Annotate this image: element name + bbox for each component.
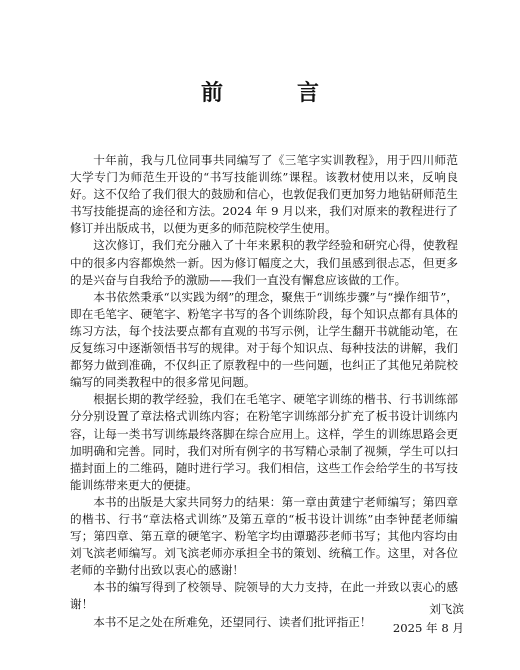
author-name: 刘飞滨 bbox=[429, 602, 464, 616]
page-title: 前 言 bbox=[200, 80, 345, 106]
paragraph: 根据长期的教学经验，我们在毛笔字、硬笔字训练的楷书、行书训练部分分别设置了章法格式训练内容；在粉笔字训练部分扩充了板书设计训练内容，让每一类书写训练最终落脚在综合应用上。这样，学生的训练思路会更加明确和完善。同时，我们对所有例字的书写精心录制了视频，学生可以扫描封面上的二维码，随时进行学习。我们相信，这些工作会给学生的书写技能训练带来更大的便捷。 bbox=[70, 392, 458, 492]
signature-date: 2025 年 8 月 bbox=[392, 621, 464, 635]
paragraph: 本书不足之处在所难免，还望同行、读者们批评指正！ bbox=[93, 614, 372, 629]
paragraph: 十年前，我与几位同事共同编写了《三笔字实训教程》，用于四川师范大学专门为师范生开设的“书写技能训练”课程。该教材使用以来，反响良好。这不仅给了我们很大的鼓励和信心，也敦促我们更加努力地钻研师范生书写技能提高的途径和方法。2024 年 9 月以来，我们对原来的教程进行了修订并出版成书，以便为更多的师范院校学生使用。 bbox=[70, 153, 458, 236]
signature-block bbox=[393, 600, 464, 638]
paragraph: 本书依然秉承“以实践为纲”的理念，聚焦于“训练步骤”与“操作细节”，即在毛笔字、硬笔字、粉笔字书写的各个训练阶段，每个知识点都有具体的练习方法，每个技法要点都有直观的书写示例，让学生翻开书就能动笔，在反复练习中逐渐领悟书写的规律。对于每个知识点、每种技法的讲解，我们都努力做到准确，不仅纠正了原教程中的一些问题，也纠正了其他兄弟院校编写的同类教程中的很多常见问题。 bbox=[70, 289, 458, 390]
paragraph: 本书的出版是大家共同努力的结果：第一章由黄建宁老师编写；第四章的楷书、行书“章法格式训练”及第五章的“板书设计训练”由李钟琵老师编写；第四章、第五章的硬笔字、粉笔字均由谭璐莎老师书写；其他内容均由刘飞滨老师编写。刘飞滨老师亦承担全书的策划、统稿工作。这里，对各位老师的辛勤付出致以衷心的感谢！ bbox=[70, 494, 458, 578]
paragraph: 本书的编写得到了校领导、院领导的大力支持，在此一并致以衷心的感谢！ bbox=[70, 580, 458, 612]
paragraph: 这次修订，我们充分融入了十年来累积的教学经验和研究心得，使教程中的很多内容都焕然一新。因为修订幅度之大，我们虽感到很忐忑，但更多的是兴奋与自我给予的激励——我们一直没有懈怠应该做的工作。 bbox=[70, 238, 458, 287]
preface-body bbox=[70, 152, 458, 631]
